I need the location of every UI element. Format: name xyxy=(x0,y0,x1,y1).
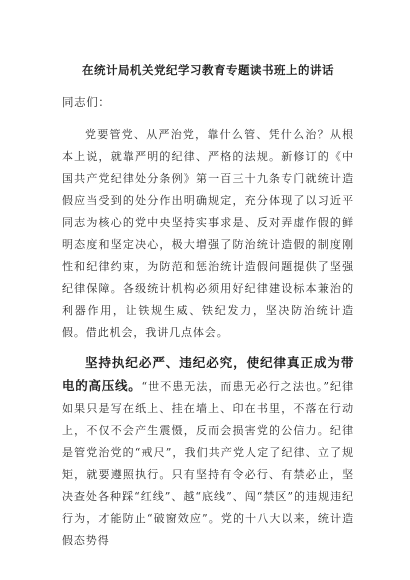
body-paragraph-1: 党要管党、从严治党，靠什么管、凭什么治？从根本上说，就靠严明的纪律、严格的法规。新修订的《中国共产党纪律处分条例》第一百三十九条专门就统计造假应当受到的处分作出明确规定，充分体现了以习近平同志为核心的党中央坚持实事求是、反对弄虚作假的鲜明态度和坚定决心，极大增强了防治统计造假的制度刚性和纪律约束，为防范和惩治统计造假问题提供了坚强纪律保障。各级统计机构必须用好纪律建设标本兼治的利器作用，让铁规生威、铁纪发力，坚决防治统计造假。借此机会，我讲几点体会。 xyxy=(62,128,354,339)
salutation: 同志们： xyxy=(62,95,111,109)
document-title: 在统计局机关党纪学习教育专题读书班上的讲话 xyxy=(82,63,334,77)
section-1-paragraph xyxy=(62,352,354,552)
section-1-heading: 坚持执纪必严、违纪必究，使纪律真正成为带电的高压线。 xyxy=(62,355,354,393)
section-1-body: “世不患无法，而患无必行之法也。”纪律如果只是写在纸上、挂在墙上、印在书里，不落在行动上，不仅不会产生震慑，反而会损害党的公信力。纪律是管党治党的“戒尺”，我们共产党人定了纪律、立了规矩，就要遵照执行。只有坚持有令必行、有禁必止，坚决查处各种踩“红线”、越“底线”、闯“禁区”的违规违纪行为，才能防止“破窗效应”。党的十八大以来，统计造假态势得 xyxy=(62,380,354,547)
